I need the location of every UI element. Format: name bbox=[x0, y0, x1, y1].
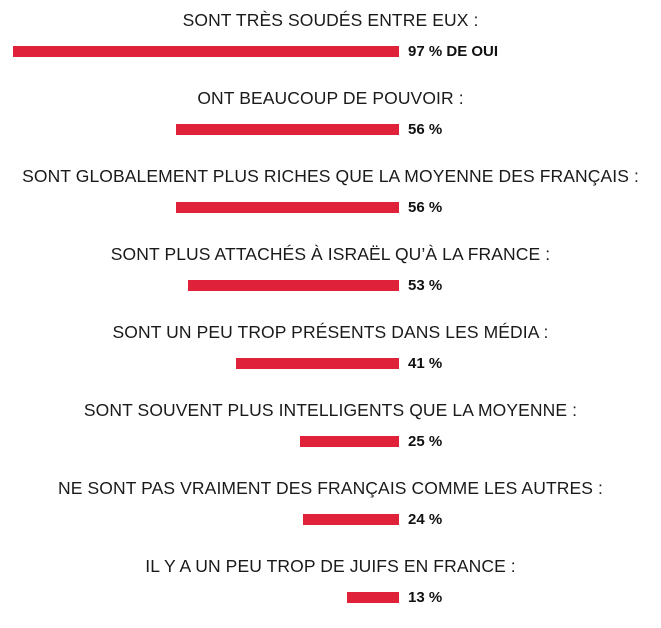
category-label: ONT BEAUCOUP DE POUVOIR : bbox=[197, 88, 464, 108]
bar bbox=[236, 358, 399, 369]
value-label: 25 % bbox=[408, 433, 443, 450]
category-label: SONT SOUVENT PLUS INTELLIGENTS QUE LA MOYENNE : bbox=[83, 400, 578, 420]
value-label: 56 % bbox=[408, 121, 443, 138]
category-label: SONT GLOBALEMENT PLUS RICHES QUE LA MOYENNE DES FRANÇAIS : bbox=[22, 166, 639, 186]
category-label: SONT PLUS ATTACHÉS À ISRAËL QU’À LA FRANCE : bbox=[110, 244, 551, 264]
bar bbox=[347, 592, 399, 603]
value-label: 53 % bbox=[408, 277, 443, 294]
value-label: 24 % bbox=[408, 511, 443, 528]
bar bbox=[188, 280, 399, 291]
category-label: SONT UN PEU TROP PRÉSENTS DANS LES MÉDIA : bbox=[112, 322, 549, 342]
value-label: 97 % DE OUI bbox=[408, 43, 499, 60]
bar bbox=[13, 46, 399, 57]
bar bbox=[176, 202, 399, 213]
value-label: 41 % bbox=[408, 355, 443, 372]
bar bbox=[303, 514, 399, 525]
value-label: 13 % bbox=[408, 589, 443, 606]
category-label: NE SONT PAS VRAIMENT DES FRANÇAIS COMME LES AUTRES : bbox=[58, 478, 603, 498]
bar bbox=[300, 436, 400, 447]
category-label: IL Y A UN PEU TROP DE JUIFS EN FRANCE : bbox=[145, 556, 516, 576]
value-label: 56 % bbox=[408, 199, 443, 216]
bar bbox=[176, 124, 399, 135]
category-label: SONT TRÈS SOUDÉS ENTRE EUX : bbox=[182, 10, 479, 30]
